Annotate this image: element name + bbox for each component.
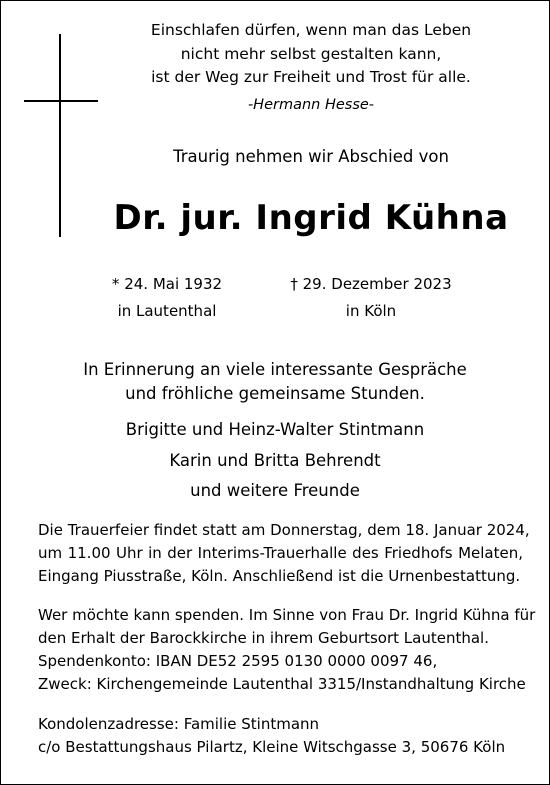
poem-line: ist der Weg zur Freiheit und Trost für alle. [151,68,471,86]
donation-line: Spendenkonto: IBAN DE52 2595 0130 0000 0097 46, [38,652,438,670]
mourner: und weitere Freunde [190,481,360,500]
poem [111,19,511,90]
funeral-line: Eingang Piusstraße, Köln. Anschließend ist die Urnenbestattung. [38,567,521,585]
cross-horizontal-bar [24,100,98,102]
memorial-text [1,358,549,406]
birth-date: * 24. Mai 1932 [111,275,223,293]
funeral-line: um 11.00 Uhr in der Interims-Trauerhalle des Friedhofs Melaten, [38,544,523,562]
memorial-line: In Erinnerung an viele interessante Gespräche [83,360,467,379]
donation-line: Wer möchte kann spenden. Im Sinne von Frau Dr. Ingrid Kühna für [38,606,536,624]
funeral-details [38,519,530,588]
condolence-line: c/o Bestattungshaus Pilartz, Kleine Witschgasse 3, 50676 Köln [38,738,506,756]
donation-details [38,604,536,696]
poem-line: Einschlafen dürfen, wenn man das Leben [150,21,472,39]
birth-place: in Lautenthal [117,302,217,320]
memorial-line: und fröhliche gemeinsame Stunden. [125,384,425,403]
funeral-line: Die Trauerfeier findet statt am Donnerstag, dem 18. Januar 2024, [38,521,530,539]
death-place: in Köln [345,302,397,320]
death-date: † 29. Dezember 2023 [290,275,452,293]
intro-text: Traurig nehmen wir Abschied von [173,147,449,166]
condolence-line: Kondolenzadresse: Familie Stintmann [38,715,320,733]
poem-line: nicht mehr selbst gestalten kann, [180,44,442,63]
donation-line: Zweck: Kirchengemeinde Lautenthal 3315/Instandhaltung Kirche [38,675,526,693]
mourner: Karin und Britta Behrendt [169,451,381,470]
deceased-name: Dr. jur. Ingrid Kühna [113,198,509,238]
donation-line: den Erhalt der Barockkirche in ihrem Geburtsort Lautenthal. [38,629,489,647]
condolence-address [38,713,538,759]
poem-author: -Hermann Hesse- [247,97,375,113]
mourner: Brigitte und Heinz-Walter Stintmann [125,420,425,439]
